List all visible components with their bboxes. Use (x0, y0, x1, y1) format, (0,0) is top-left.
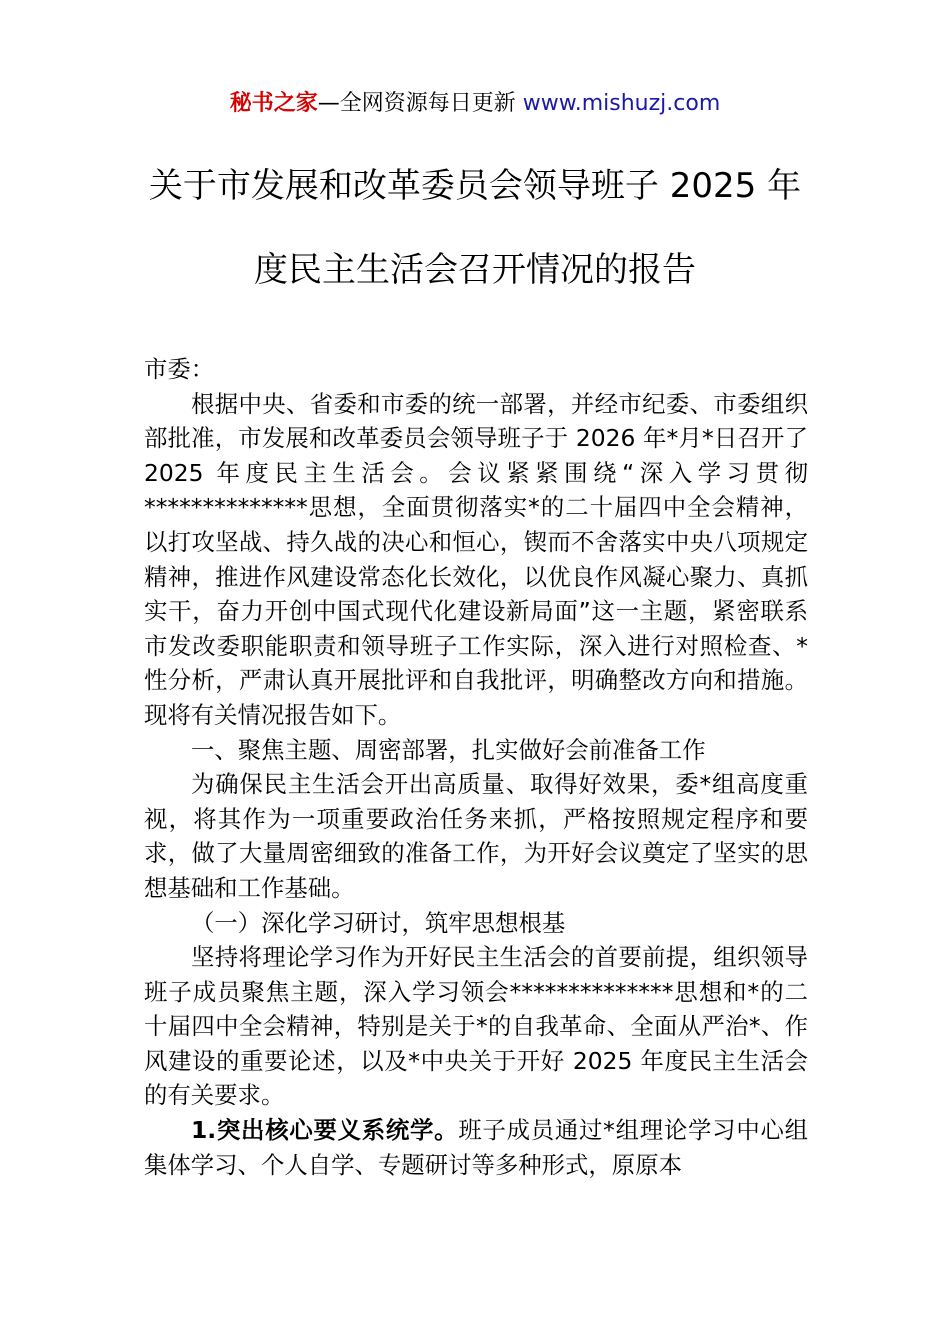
site-url-link[interactable]: www.mishuzj.com (522, 91, 721, 116)
paragraph-intro: 根据中央、省委和市委的统一部署，并经市纪委、市委组织部批准，市发展和改革委员会领导班子于 2026 年*月*日召开了 2025 年度民主生活会。会议紧紧围绕“深入学习贯彻**************思想，全面贯彻落实*的二十届四中全会精神，以打攻坚战、持久战的决心和恒心，锲而不舍落实中央八项规定精神，推进作风建设常态化长效化，以优良作风凝心聚力、真抓实干，奋力开创中国式现代化建设新局面”这一主题，紧密联系市发改委职能职责和领导班子工作实际，深入进行对照检查、*性分析，严肃认真开展批评和自我批评，明确整改方向和措施。现将有关情况报告如下。 (144, 389, 808, 729)
paragraph-core-study (144, 1113, 808, 1182)
site-header (0, 88, 950, 120)
document-title (120, 160, 830, 328)
document-body (144, 352, 808, 1182)
paragraph-lead-heading: 1.突出核心要义系统学。 (191, 1116, 459, 1145)
brand-name: 秘书之家 (229, 91, 318, 116)
salutation: 市委： (144, 355, 215, 383)
title-line-1: 关于市发展和改革委员会领导班子 2025 年 (148, 166, 802, 206)
title-line-2: 度民主生活会召开情况的报告 (254, 250, 696, 290)
header-tagline: —全网资源每日更新 (317, 91, 516, 116)
section-heading-1: 一、聚焦主题、周密部署，扎实做好会前准备工作 (191, 735, 706, 764)
paragraph-core-study-text: 班子成员通过*组理论学习中心组集体学习、个人自学、专题研讨等多种形式，原原本 (144, 1116, 808, 1179)
paragraph-study: 坚持将理论学习作为开好民主生活会的首要前提，组织领导班子成员聚焦主题，深入学习领会**************思想和*的二十届四中全会精神，特别是关于*的自我革命、全面从严治*、作风建设的重要论述，以及*中央关于开好 2025 年度民主生活会的有关要求。 (144, 943, 808, 1110)
subsection-heading-1: （一）深化学习研讨，筑牢思想根基 (191, 908, 566, 937)
paragraph-preparation: 为确保民主生活会开出高质量、取得好效果，委*组高度重视，将其作为一项重要政治任务来抓，严格按照规定程序和要求，做了大量周密细致的准备工作，为开好会议奠定了坚实的思想基础和工作基础。 (144, 770, 808, 902)
